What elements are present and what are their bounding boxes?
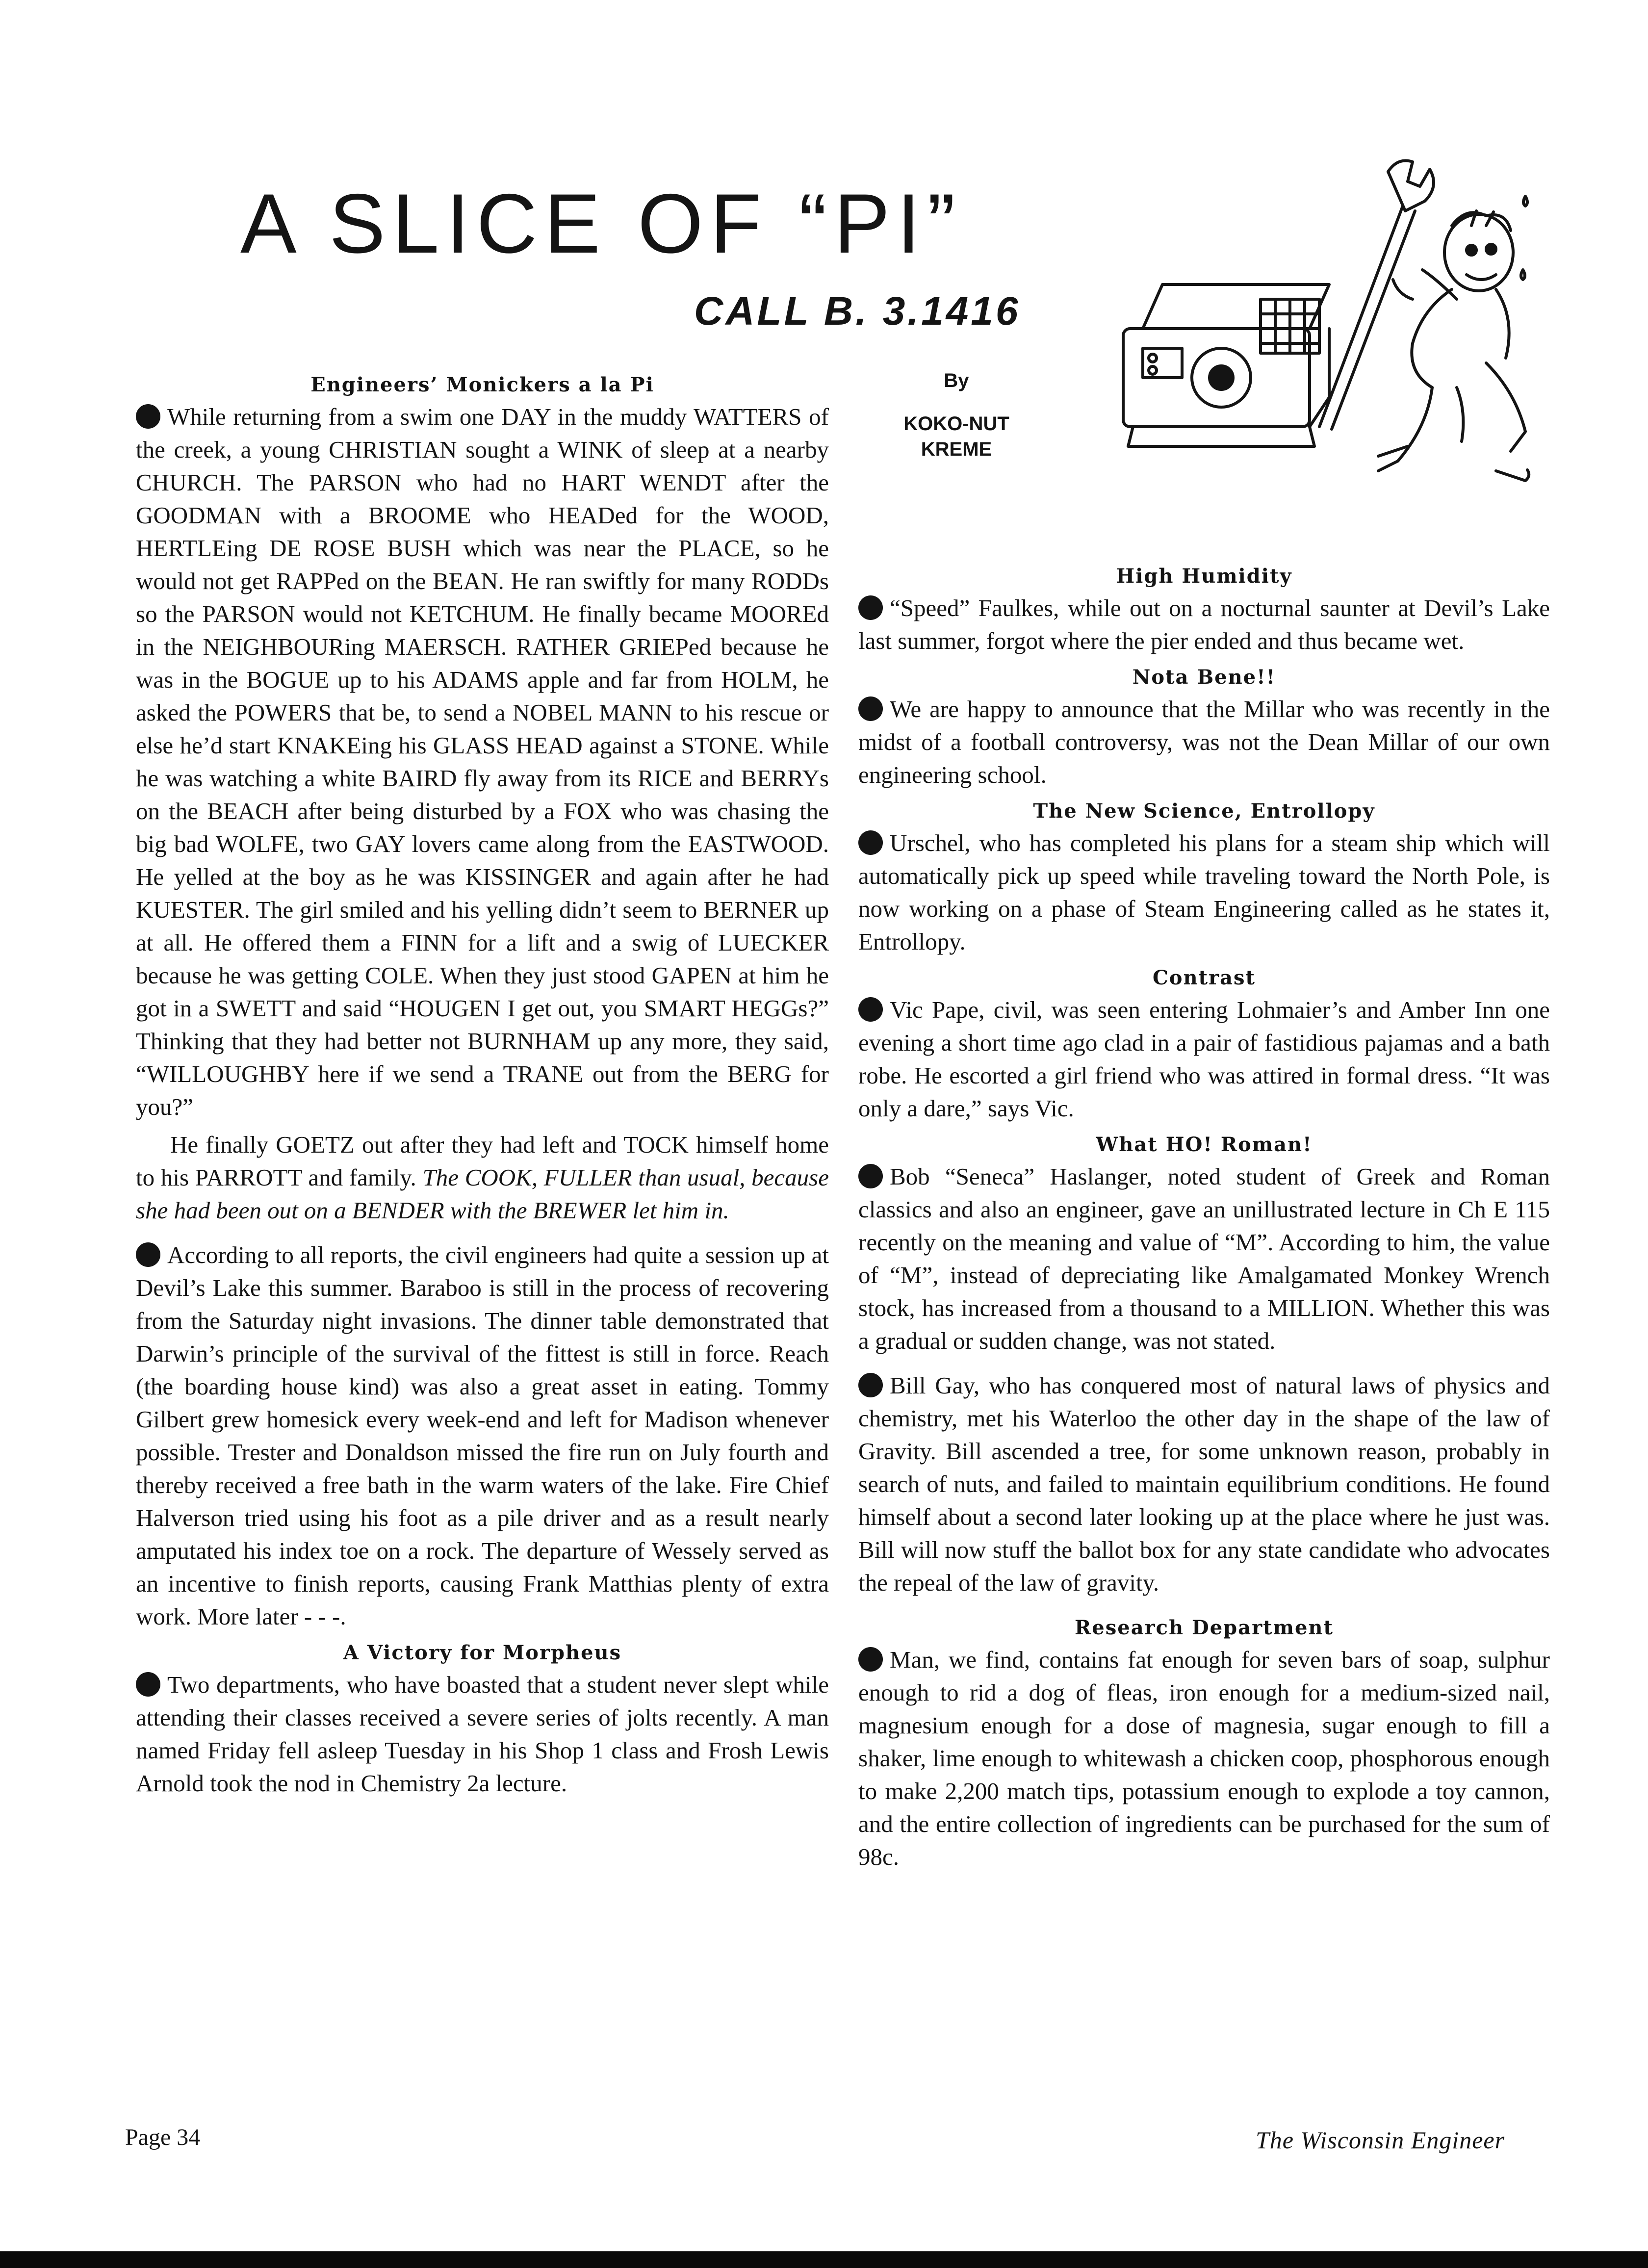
paragraph-goetz: He finally GOETZ out after they had left and TOCK himself home to his PARROTT and family. The COOK, FULLER than usual, because she had been out on a BENDER with the BREWER let him in. bbox=[136, 1131, 829, 1224]
bullet-icon bbox=[858, 696, 883, 721]
bullet-icon bbox=[858, 1164, 883, 1188]
right-column bbox=[858, 559, 1550, 1878]
paragraph-contrast: Vic Pape, civil, was seen entering Lohmaier’s and Amber Inn one evening a short time ago clad in a pair of fastidious pajamas and a bath robe. He escorted a girl friend who was attired in formal dress. “It was only a dare,” says Vic. bbox=[858, 996, 1550, 1122]
page-number: Page 34 bbox=[125, 2124, 201, 2150]
section-heading-roman: What HO! Roman! bbox=[1096, 1133, 1313, 1156]
paragraph-roman: Bob “Seneca” Haslanger, noted student of Greek and Roman classics and also an engineer, gave an unillustrated lecture in Ch E 115 recently on the meaning and value of “M”. According to him, the value of “M”, instead of depreciating like Amalgamated Monkey Wrench stock, has increased from a thousand to a MILLION. Whether this was a gradual or sudden change, was not stated. bbox=[858, 1163, 1550, 1354]
byline bbox=[858, 368, 1055, 462]
byline-label: By bbox=[944, 370, 969, 391]
author-name-line1: KOKO-NUT bbox=[903, 413, 1009, 435]
scan-edge-bar bbox=[0, 2251, 1648, 2268]
bullet-icon bbox=[858, 830, 883, 855]
bullet-icon bbox=[858, 1373, 883, 1397]
bullet-icon bbox=[858, 1647, 883, 1672]
left-column bbox=[136, 368, 829, 1804]
section-heading-nota-bene: Nota Bene!! bbox=[1132, 666, 1276, 689]
bullet-icon bbox=[136, 404, 160, 429]
section-heading-morpheus: A Victory for Morpheus bbox=[343, 1641, 622, 1664]
paragraph-humidity: “Speed” Faulkes, while out on a nocturnal saunter at Devil’s Lake last summer, forgot where the pier ended and thus became wet. bbox=[858, 594, 1550, 654]
paragraph-nota-bene: We are happy to announce that the Millar who was recently in the midst of a football controversy, was not the Dean Millar of our own engineering school. bbox=[858, 696, 1550, 788]
section-heading-humidity: High Humidity bbox=[1116, 565, 1292, 588]
article-subtitle: CALL B. 3.1416 bbox=[694, 289, 1021, 334]
paragraph-bill-gay: Bill Gay, who has conquered most of natural laws of physics and chemistry, met his Waterloo the other day in the shape of the law of Gravity. Bill ascended a tree, for some unknown reason, probably in search of nuts, and failed to maintain equilibrium conditions. He found himself about a second later looking up at the place where he just was. Bill will now stuff the ballot box for any state candidate who advocates the repeal of the law of gravity. bbox=[858, 1372, 1550, 1596]
article-title: A SLICE OF “PI” bbox=[240, 177, 962, 271]
bullet-icon bbox=[858, 997, 883, 1022]
bullet-icon bbox=[136, 1242, 160, 1267]
publication-name: The Wisconsin Engineer bbox=[1256, 2126, 1505, 2154]
cartoon-engineer-with-wrench-and-engine-icon bbox=[1113, 152, 1540, 510]
bullet-icon bbox=[136, 1672, 160, 1697]
paragraph-morpheus: Two departments, who have boasted that a student never slept while attending their classes received a severe series of jolts recently. A man named Friday fell asleep Tuesday in his Shop 1 class and Frosh Lewis Arnold took the nod in Chemistry 2a lecture. bbox=[136, 1671, 829, 1797]
paragraph-new-science: Urschel, who has completed his plans for a steam ship which will automatically pick up speed while traveling toward the North Pole, is now working on a phase of Steam Engineering called as he states it, Entrollopy. bbox=[858, 829, 1550, 955]
section-heading-new-science: The New Science, Entrollopy bbox=[1033, 799, 1375, 823]
section-heading-contrast: Contrast bbox=[1152, 966, 1256, 989]
paragraph-research: Man, we find, contains fat enough for seven bars of soap, sulphur enough to rid a dog of fleas, iron enough for a medium-sized nail, magnesium enough for a dose of magnesia, sugar enough to fill a shaker, lime enough to whitewash a chicken coop, phosphorous enough to make 2,200 match tips, potassium enough to explode a toy cannon, and the entire collection of ingredients can be purchased for the sum of 98c. bbox=[858, 1646, 1550, 1870]
bullet-icon bbox=[858, 595, 883, 620]
paragraph-devils-lake: According to all reports, the civil engineers had quite a session up at Devil’s Lake this summer. Baraboo is still in the process of recovering from the Saturday night invasions. The dinner table demonstrated that Darwin’s principle of the survival of the fittest is still in force. Reach (the boarding house kind) was also a great asset in eating. Tommy Gilbert grew homesick every week-end and left for Madison whenever possible. Trester and Donaldson missed the fire run on July fourth and thereby received a free bath in the warm waters of the lake. Fire Chief Halverson tried using his foot as a pile driver and as a result nearly amputated his index toe on a rock. The departure of Wessely served as an incentive to finish reports, causing Frank Matthias plenty of extra work. More later - - -. bbox=[136, 1241, 829, 1630]
section-heading-monickers: Engineers’ Monickers a la Pi bbox=[310, 373, 654, 396]
section-heading-research: Research Department bbox=[1075, 1616, 1334, 1639]
author-name-line2: KREME bbox=[921, 438, 992, 460]
paragraph-monickers: While returning from a swim one DAY in the muddy WATTERS of the creek, a young CHRISTIAN sought a WINK of sleep at a nearby CHURCH. The PARSON who had no HART WENDT after the GOODMAN with a BROOME who HEADed for the WOOD, HERTLEing DE ROSE BUSH which was near the PLACE, so he would not get RAPPed on the BEAN. He ran swiftly for many RODDs so the PARSON would not KETCHUM. He finally became MOOREd in the NEIGHBOURing MAERSCH. RATHER GRIEPed because he was in the BOGUE up to his ADAMS apple and far from HOLM, he asked the POWERS that be, to send a NOBEL MANN to his rescue or else he’d start KNAKEing his GLASS HEAD against a STONE. While he was watching a white BAIRD fly away from its RICE and BERRYs on the BEACH after being disturbed by a FOX who was chasing the big bad WOLFE, two GAY lovers came along from the EASTWOOD. He yelled at the boy as he was KISSINGER and again after he had KUESTER. The girl smiled and his yelling didn’t seem to BERNER up at all. He offered them a FINN for a lift and a swig of LUECKER because he was getting COLE. When they just stood GAPEN at him he got in a SWETT and said “HOUGEN I get out, you SMART HEGGs?” Thinking that they had better not BURNHAM up any more, they said, “WILLOUGHBY here if we send a TRANE out from the BERG for you?” bbox=[136, 403, 829, 1120]
